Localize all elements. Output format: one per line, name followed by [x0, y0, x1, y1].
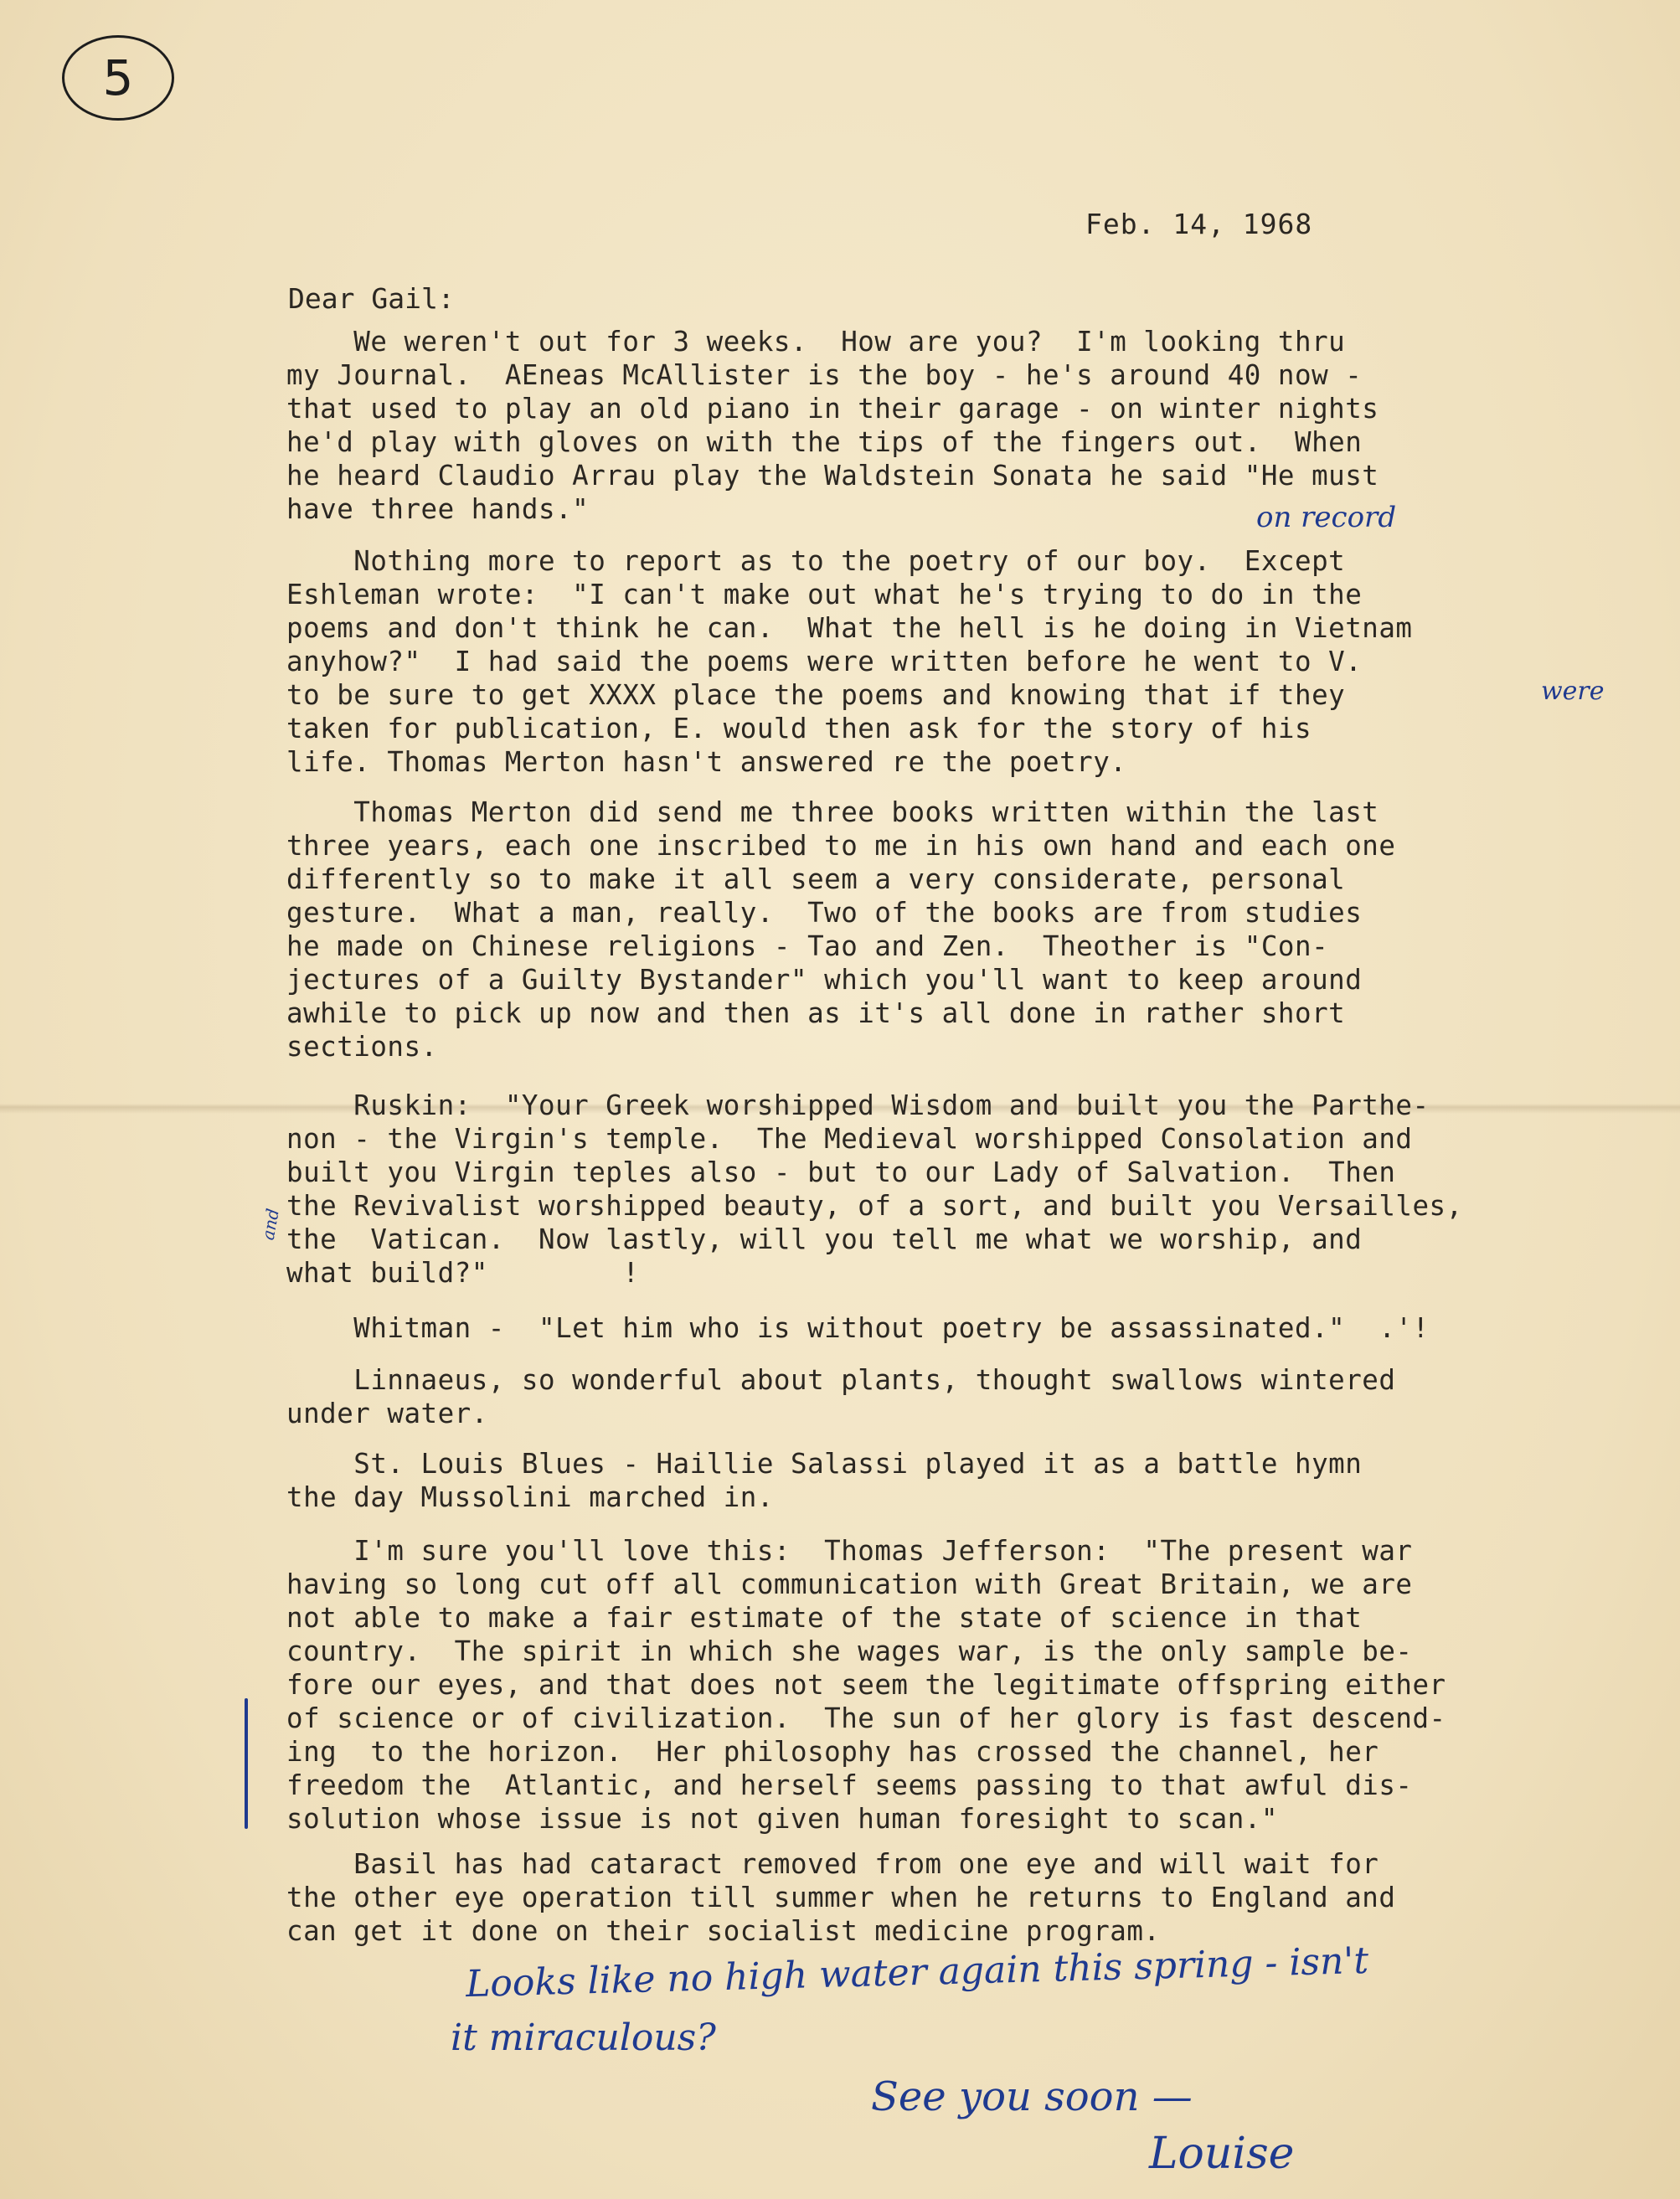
text-line: not able to make a fair estimate of the state of science in that — [286, 1602, 1363, 1634]
text-line: differently so to make it all seem a very considerate, personal — [286, 863, 1346, 895]
text-line: what build?" ! — [286, 1257, 640, 1289]
handwritten-postscript-line-2: it miraculous? — [451, 2016, 716, 2059]
text-line: the Vatican. Now lastly, will you tell me what we worship, and — [286, 1223, 1363, 1255]
text-line: have three hands." — [286, 493, 590, 525]
text-line: Basil has had cataract removed from one eye and will wait for — [286, 1848, 1379, 1880]
text-line: Eshleman wrote: "I can't make out what he's trying to do in the — [286, 579, 1363, 610]
paragraph-ruskin — [286, 1089, 1660, 1290]
paragraph-st-louis-blues — [286, 1447, 1660, 1514]
text-line: poems and don't think he can. What the hell is he doing in Vietnam — [286, 612, 1413, 644]
text-line: St. Louis Blues - Haillie Salassi played it as a battle hymn — [286, 1448, 1363, 1480]
paragraph-linnaeus — [286, 1363, 1660, 1430]
text-line: Whitman - "Let him who is without poetry be assassinated." .'! — [286, 1312, 1430, 1344]
text-line: the Revivalist worshipped beauty, of a sort, and built you Versailles, — [286, 1190, 1463, 1222]
text-line: he'd play with gloves on with the tips of the fingers out. When — [286, 426, 1363, 458]
margin-bracket-mark — [245, 1698, 248, 1829]
text-line: jectures of a Guilty Bystander" which you'll want to keep around — [286, 964, 1363, 996]
text-line: Ruskin: "Your Greek worshipped Wisdom and built you the Parthe- — [286, 1089, 1430, 1121]
text-line: of science or of civilization. The sun of her glory is fast descend- — [286, 1702, 1446, 1734]
text-line: under water. — [286, 1398, 488, 1429]
paragraph-jefferson — [286, 1534, 1660, 1836]
handwritten-signature: Louise — [1149, 2129, 1295, 2179]
text-line: taken for publication, E. would then ask for the story of his — [286, 713, 1312, 744]
text-line: that used to play an old piano in their garage - on winter nights — [286, 393, 1379, 425]
text-line: life. Thomas Merton hasn't answered re the poetry. — [286, 746, 1127, 778]
handwritten-on-record: on record — [1256, 501, 1397, 534]
text-line: country. The spirit in which she wages war, is the only sample be- — [286, 1635, 1413, 1667]
text-line: freedom the Atlantic, and herself seems passing to that awful dis- — [286, 1769, 1413, 1801]
paragraph-whitman — [286, 1311, 1660, 1345]
text-line: solution whose issue is not given human foresight to scan." — [286, 1803, 1278, 1835]
text-line: my Journal. AEneas McAllister is the boy - he's around 40 now - — [286, 359, 1363, 391]
text-line: fore our eyes, and that does not seem the legitimate offspring either — [286, 1669, 1446, 1701]
handwritten-were: were — [1541, 677, 1605, 706]
text-line: non - the Virgin's temple. The Medieval worshipped Consolation and — [286, 1123, 1413, 1155]
text-line: to be sure to get XXXX place the poems and knowing that if they — [286, 679, 1346, 711]
salutation: Dear Gail: — [288, 282, 455, 315]
paragraph-aeneas — [286, 325, 1660, 526]
handwritten-postscript-line-1: Looks like no high water again this spring - isn't — [465, 1939, 1369, 2006]
text-line: We weren't out for 3 weeks. How are you? I'm looking thru — [286, 326, 1346, 358]
text-line: Nothing more to report as to the poetry of our boy. Except — [286, 545, 1346, 577]
handwritten-see-you-soon: See you soon — — [871, 2073, 1193, 2120]
text-line: ing to the horizon. Her philosophy has crossed the channel, her — [286, 1736, 1379, 1768]
text-line: Thomas Merton did send me three books written within the last — [286, 796, 1379, 828]
text-line: three years, each one inscribed to me in his own hand and each one — [286, 830, 1396, 862]
text-line: the day Mussolini marched in. — [286, 1481, 774, 1513]
text-line: the other eye operation till summer when he returns to England and — [286, 1882, 1396, 1913]
text-line: anyhow?" I had said the poems were written before he went to V. — [286, 646, 1363, 677]
text-line: gesture. What a man, really. Two of the books are from studies — [286, 897, 1363, 929]
text-line: I'm sure you'll love this: Thomas Jefferson: "The present war — [286, 1535, 1413, 1567]
text-line: having so long cut off all communication with Great Britain, we are — [286, 1568, 1413, 1600]
text-line: sections. — [286, 1031, 438, 1063]
text-line: he heard Claudio Arrau play the Waldstein Sonata he said "He must — [286, 460, 1379, 492]
paragraph-basil — [286, 1847, 1660, 1948]
letter-date: Feb. 14, 1968 — [1085, 208, 1313, 240]
text-line: can get it done on their socialist medicine program. — [286, 1915, 1161, 1947]
text-line: built you Virgin teples also - but to our Lady of Salvation. Then — [286, 1156, 1396, 1188]
text-line: he made on Chinese religions - Tao and Zen. Theother is "Con- — [286, 930, 1329, 962]
handwritten-and: and — [257, 1207, 283, 1242]
text-line: awhile to pick up now and then as it's all done in rather short — [286, 997, 1346, 1029]
paragraph-merton-books — [286, 796, 1660, 1063]
paragraph-eshleman — [286, 544, 1660, 779]
text-line: Linnaeus, so wonderful about plants, thought swallows wintered — [286, 1364, 1396, 1396]
page-number-circled: 5 — [62, 35, 174, 121]
